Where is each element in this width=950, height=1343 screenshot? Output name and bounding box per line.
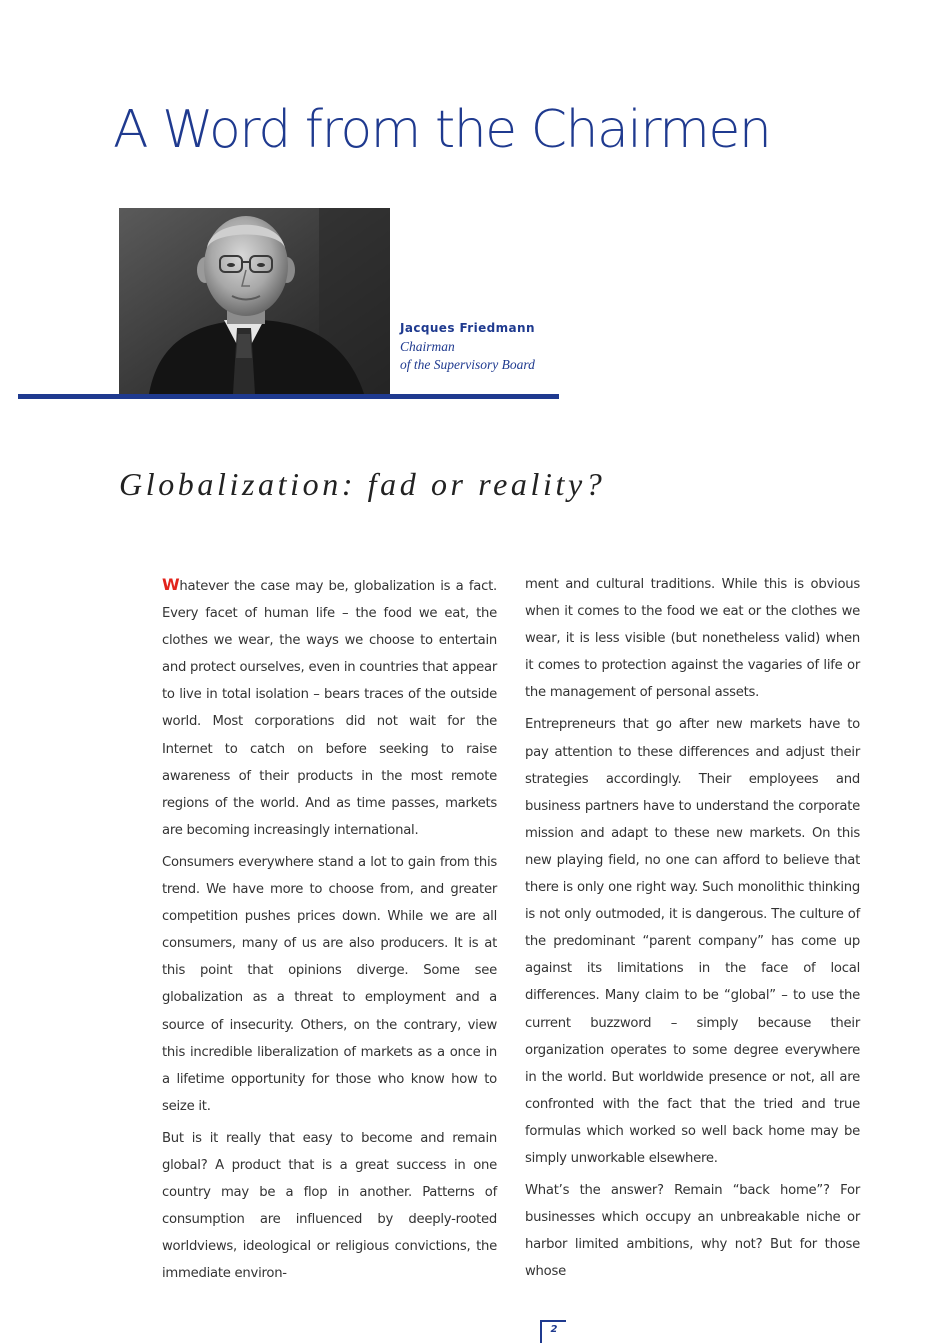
chairman-portrait bbox=[119, 208, 390, 394]
chairman-role-line2: of the Supervisory Board bbox=[400, 357, 535, 372]
paragraph: But is it really that easy to become and remain global? A product that is a great success in one country may be a flop in another. Patterns of consumption are influenced by deeply-rooted worldviews, ideological or religious convictions, the immediate environ- bbox=[162, 1130, 497, 1282]
chairman-role bbox=[400, 338, 535, 374]
divider-rule bbox=[18, 394, 559, 399]
page-number-box bbox=[540, 1320, 566, 1343]
paragraph: ment and cultural traditions. While this is obvious when it comes to the food we eat or the clothes we wear, it is less visible (but nonetheless valid) when it comes to protection against the vagaries of life or the management of personal assets. bbox=[525, 577, 860, 701]
paragraph: What’s the answer? Remain “back home”? For businesses which occupy an unbreakable niche or harbor limited ambitions, why not? But for those whose bbox=[525, 1183, 860, 1280]
page-title: A Word from the Chairmen bbox=[113, 100, 771, 160]
section-heading: Globalization: fad or reality? bbox=[119, 466, 606, 502]
paragraph bbox=[162, 571, 497, 844]
paragraph-text: hatever the case may be, globalization is a fact. Every facet of human life – the food we eat, the clothes we wear, the ways we choose to entertain and protect ourselves, even in countries that appear to live in total isolation – bears traces of the outside world. Most corporations did not wait for the Internet to catch on before seeking to raise awareness of their products in the most remote regions of the world. And as time passes, markets are becoming increasingly international. bbox=[162, 579, 497, 838]
drop-cap: W bbox=[162, 575, 180, 594]
paragraph: Consumers everywhere stand a lot to gain from this trend. We have more to choose from, and greater competition pushes prices down. While we are all consumers, many of us are also producers. It is at this point that opinions diverge. Some see globalization as a threat to employment and a source of insecurity. Others, on the contrary, view this incredible liberalization of markets as a once in a lifetime opportunity for those who know how to seize it. bbox=[162, 854, 497, 1114]
text-column-left bbox=[162, 571, 497, 1292]
portrait-caption bbox=[400, 321, 535, 374]
page-number: 2 bbox=[550, 1324, 558, 1335]
paragraph: Entrepreneurs that go after new markets have to pay attention to these differences and adjust their strategies accordingly. Their employees and business partners have to understand the corporate mission and adapt to these new markets. On this new playing field, no one can afford to believe that there is only one right way. Such monolithic thinking is not only outmoded, it is dangerous. The culture of the predominant “parent company” has come up against its limitations in the face of local differences. Many claim to be “global” – to use the current buzzword – simply because their organization operates to some degree everywhere in the world. But worldwide presence or not, all are confronted with the fact that the tried and true formulas which worked so well back home may be simply unworkable elsewhere. bbox=[525, 717, 860, 1166]
chairman-role-line1: Chairman bbox=[400, 339, 455, 354]
chairman-name: Jacques Friedmann bbox=[400, 321, 535, 335]
text-column-right bbox=[525, 571, 860, 1290]
